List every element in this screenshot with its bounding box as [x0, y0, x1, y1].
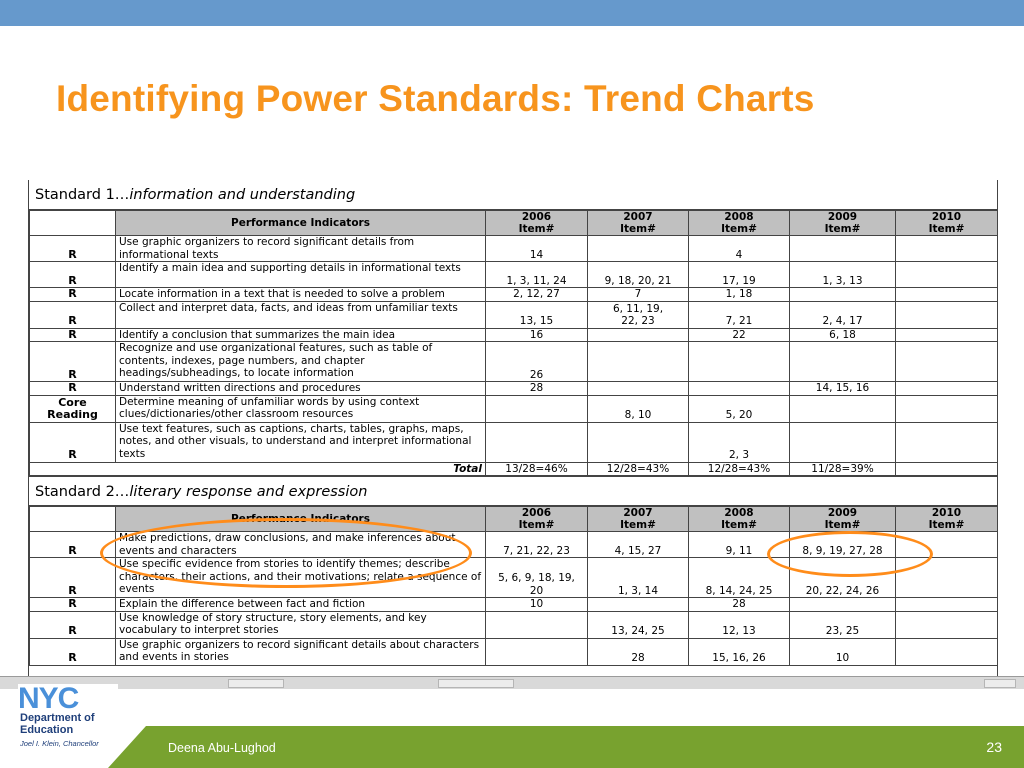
row-item-cell: 7, 21	[689, 301, 790, 328]
logo-chancellor-line: Joel I. Klein, Chancellor	[20, 739, 99, 748]
row-code: R	[30, 611, 116, 638]
row-item-cell	[896, 288, 998, 302]
row-item-cell	[896, 262, 998, 288]
table-row	[30, 382, 998, 396]
nyc-logo-icon	[18, 683, 118, 711]
total-value	[896, 462, 998, 476]
nyc-mark-text: NYC	[18, 683, 79, 711]
row-item-cell: 2, 12, 27	[486, 288, 588, 302]
row-indicator: Recognize and use organizational features, such as table of contents, indexes, page numbers, and chapter headings/subheadings, to locate information	[116, 342, 486, 382]
row-item-cell	[896, 598, 998, 612]
logo-education-line: Education	[20, 724, 74, 736]
toolbar-field	[438, 679, 514, 688]
row-indicator: Locate information in a text that is needed to solve a problem	[116, 288, 486, 302]
row-item-cell: 5, 20	[689, 395, 790, 422]
header-year-4: 2010 Item#	[896, 507, 998, 532]
toolbar-button	[984, 679, 1016, 688]
row-item-cell	[896, 638, 998, 665]
highlight-ellipse-2009-items	[767, 531, 933, 577]
header-year-2: 2008 Item#	[689, 211, 790, 236]
row-item-cell	[896, 422, 998, 462]
toolbar-field	[228, 679, 284, 688]
row-indicator: Determine meaning of unfamiliar words by using context clues/dictionaries/other classroom resources	[116, 395, 486, 422]
row-item-cell	[486, 638, 588, 665]
row-item-cell	[588, 598, 689, 612]
header-year-3: 2009 Item#	[790, 211, 896, 236]
row-item-cell: 7	[588, 288, 689, 302]
row-item-cell: 1, 3, 14	[588, 558, 689, 598]
row-item-cell: 1, 3, 13	[790, 262, 896, 288]
row-item-cell	[588, 236, 689, 262]
row-code: R	[30, 382, 116, 396]
header-blank-cell	[30, 507, 116, 532]
table-row	[30, 611, 998, 638]
highlight-ellipse-indicator	[100, 518, 472, 588]
row-item-cell	[896, 611, 998, 638]
table-row	[30, 288, 998, 302]
row-item-cell: 15, 16, 26	[689, 638, 790, 665]
document-screenshot	[28, 180, 998, 678]
row-indicator: Use text features, such as captions, charts, tables, graphs, maps, notes, and other visuals, to understand and interpret informational texts	[116, 422, 486, 462]
row-item-cell: 28	[689, 598, 790, 612]
row-indicator: Understand written directions and procedures	[116, 382, 486, 396]
row-item-cell	[790, 342, 896, 382]
row-item-cell: 14, 15, 16	[790, 382, 896, 396]
row-item-cell	[486, 611, 588, 638]
standard-1-emphasis: information and understanding	[129, 187, 356, 203]
viewer-toolbar-strip	[0, 676, 1024, 689]
row-item-cell	[896, 342, 998, 382]
row-code: R	[30, 262, 116, 288]
row-item-cell	[689, 382, 790, 396]
table-row	[30, 395, 998, 422]
row-code: R	[30, 598, 116, 612]
header-year-0: 2006 Item#	[486, 507, 588, 532]
row-item-cell: 2, 4, 17	[790, 301, 896, 328]
row-indicator: Make predictions, draw conclusions, and make inferences about events and characters	[116, 532, 486, 558]
row-indicator: Explain the difference between fact and fiction	[116, 598, 486, 612]
header-performance-indicators: Performance Indicators	[116, 507, 486, 532]
row-item-cell	[790, 422, 896, 462]
row-item-cell	[486, 395, 588, 422]
table-row	[30, 422, 998, 462]
row-item-cell: 20, 22, 24, 26	[790, 558, 896, 598]
row-item-cell: 10	[790, 638, 896, 665]
row-item-cell: 1, 3, 11, 24	[486, 262, 588, 288]
standard-2-prefix: Standard 2…	[35, 484, 130, 500]
standard-2-emphasis: literary response and expression	[129, 484, 368, 500]
total-value: 12/28=43%	[689, 462, 790, 476]
row-item-cell: 9, 18, 20, 21	[588, 262, 689, 288]
row-code: R	[30, 532, 116, 558]
row-item-cell: 7, 21, 22, 23	[486, 532, 588, 558]
standard-1-table	[29, 210, 998, 476]
row-item-cell	[588, 382, 689, 396]
table-row	[30, 262, 998, 288]
row-item-cell: 4	[689, 236, 790, 262]
row-item-cell	[896, 301, 998, 328]
row-item-cell: 4, 15, 27	[588, 532, 689, 558]
row-indicator: Use graphic organizers to record significant details about characters and events in stories	[116, 638, 486, 665]
total-value: 11/28=39%	[790, 462, 896, 476]
header-year-4: 2010 Item#	[896, 211, 998, 236]
row-item-cell: 10	[486, 598, 588, 612]
logo-department-line: Department of	[20, 712, 95, 724]
header-year-2: 2008 Item#	[689, 507, 790, 532]
row-item-cell	[790, 395, 896, 422]
table-row	[30, 236, 998, 262]
table-header-row	[30, 211, 998, 236]
row-item-cell	[896, 236, 998, 262]
row-code: R	[30, 422, 116, 462]
row-indicator: Use knowledge of story structure, story elements, and key vocabulary to interpret stories	[116, 611, 486, 638]
total-label: Total	[30, 462, 486, 476]
row-indicator: Use specific evidence from stories to identify themes; describe characters, their actions, and their motivations; relate a sequence of events	[116, 558, 486, 598]
row-item-cell: 16	[486, 328, 588, 342]
row-indicator: Identify a main idea and supporting details in informational texts	[116, 262, 486, 288]
row-item-cell: 2, 3	[689, 422, 790, 462]
table-row	[30, 598, 998, 612]
presenter-name: Deena Abu-Lughod	[168, 741, 276, 755]
table-row	[30, 638, 998, 665]
row-indicator: Use graphic organizers to record significant details from informational texts	[116, 236, 486, 262]
table-row	[30, 301, 998, 328]
row-item-cell: 28	[486, 382, 588, 396]
standard-2-header	[29, 476, 997, 506]
total-value: 13/28=46%	[486, 462, 588, 476]
row-item-cell: 1, 18	[689, 288, 790, 302]
row-item-cell: 6, 18	[790, 328, 896, 342]
row-item-cell: 8, 14, 24, 25	[689, 558, 790, 598]
row-item-cell: 26	[486, 342, 588, 382]
row-item-cell: 23, 25	[790, 611, 896, 638]
row-item-cell	[896, 328, 998, 342]
row-item-cell: 8, 10	[588, 395, 689, 422]
row-code: R	[30, 342, 116, 382]
row-code: R	[30, 301, 116, 328]
row-item-cell	[689, 342, 790, 382]
row-item-cell	[896, 395, 998, 422]
header-year-0: 2006 Item#	[486, 211, 588, 236]
nyc-doe-logo	[18, 683, 128, 768]
header-blank-cell	[30, 211, 116, 236]
page-number: 23	[986, 739, 1002, 755]
row-code: R	[30, 236, 116, 262]
row-item-cell: 13, 15	[486, 301, 588, 328]
row-item-cell: 6, 11, 19, 22, 23	[588, 301, 689, 328]
row-item-cell: 9, 11	[689, 532, 790, 558]
top-accent-bar	[0, 0, 1024, 26]
header-year-1: 2007 Item#	[588, 507, 689, 532]
row-item-cell	[790, 236, 896, 262]
row-item-cell: 14	[486, 236, 588, 262]
row-item-cell: 5, 6, 9, 18, 19, 20	[486, 558, 588, 598]
row-code: R	[30, 558, 116, 598]
row-item-cell: 12, 13	[689, 611, 790, 638]
row-code: R	[30, 328, 116, 342]
total-value: 12/28=43%	[588, 462, 689, 476]
row-code: R	[30, 638, 116, 665]
row-item-cell: 17, 19	[689, 262, 790, 288]
row-indicator: Collect and interpret data, facts, and ideas from unfamiliar texts	[116, 301, 486, 328]
row-item-cell	[896, 382, 998, 396]
row-item-cell	[588, 328, 689, 342]
standard-1-header	[29, 180, 997, 210]
row-indicator: Identify a conclusion that summarizes the main idea	[116, 328, 486, 342]
header-year-3: 2009 Item#	[790, 507, 896, 532]
row-code: R	[30, 288, 116, 302]
row-item-cell: 28	[588, 638, 689, 665]
header-year-1: 2007 Item#	[588, 211, 689, 236]
table-row	[30, 342, 998, 382]
header-performance-indicators: Performance Indicators	[116, 211, 486, 236]
row-item-cell	[790, 288, 896, 302]
row-item-cell	[588, 422, 689, 462]
row-item-cell: 8, 9, 19, 27, 28	[790, 532, 896, 558]
row-item-cell	[790, 598, 896, 612]
table-row	[30, 328, 998, 342]
row-item-cell: 22	[689, 328, 790, 342]
row-item-cell	[588, 342, 689, 382]
slide-title: Identifying Power Standards: Trend Charts	[56, 78, 815, 119]
row-item-cell	[486, 422, 588, 462]
row-item-cell: 13, 24, 25	[588, 611, 689, 638]
row-code: Core Reading	[30, 395, 116, 422]
standard-1-prefix: Standard 1…	[35, 187, 130, 203]
total-row	[30, 462, 998, 476]
